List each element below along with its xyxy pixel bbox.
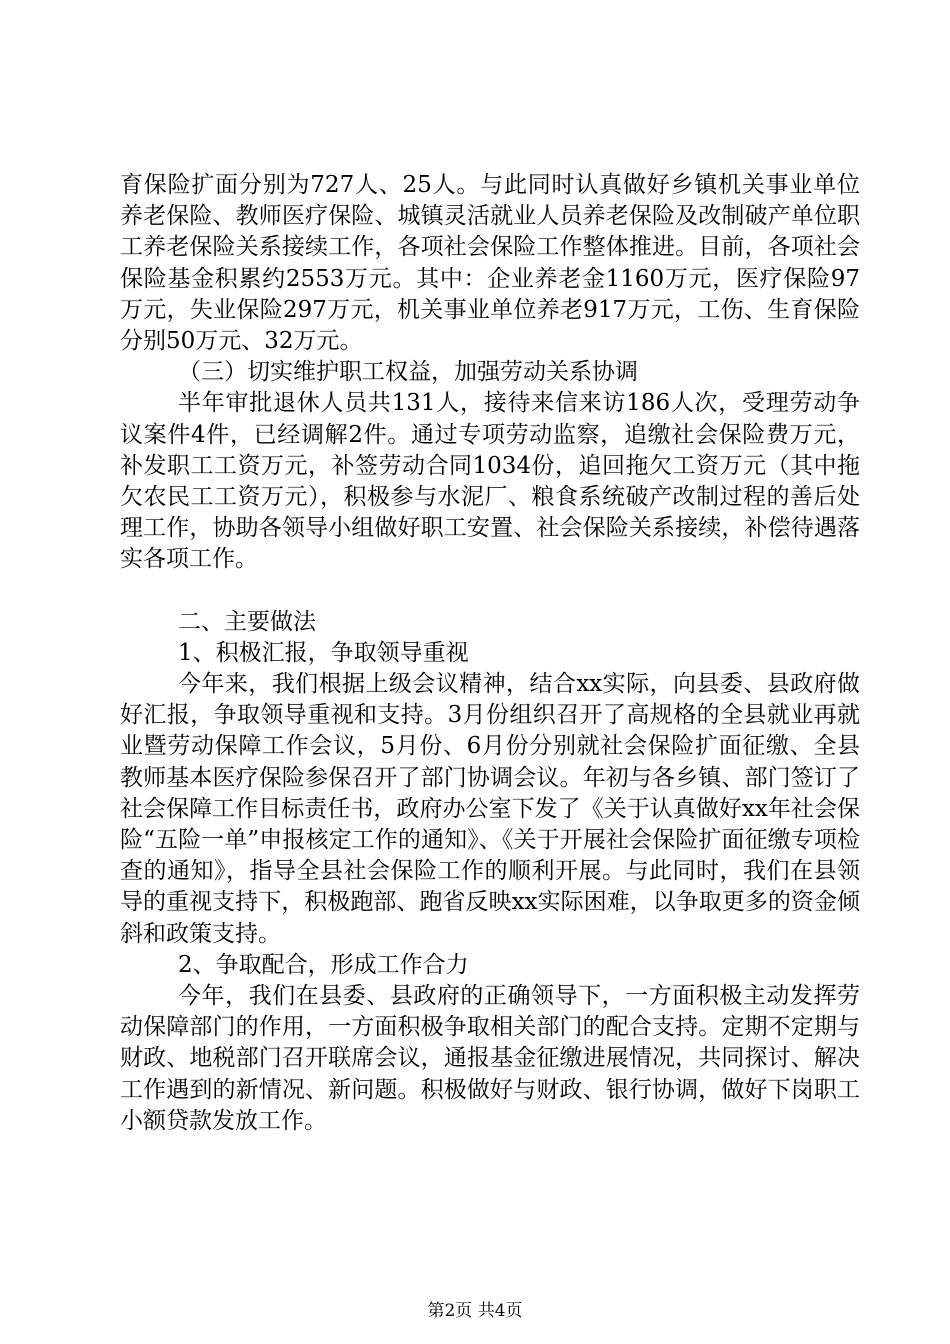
heading-report-actively: 1、积极汇报，争取领导重视 bbox=[178, 639, 469, 666]
heading-seek-cooperation: 2、争取配合，形成工作合力 bbox=[178, 951, 469, 978]
heading-main-practices: 二、主要做法 bbox=[178, 608, 316, 635]
paragraph-insurance-summary: 育保险扩面分别为727人、25人。与此同时认真做好乡镇机关事业单位养老保险、教师医疗保险、城镇灵活就业人员养老保险及改制破产单位职工养老保险关系接续工作，各项社会保险工作整体推进。目前，各项社会保险基金积累约2553万元。其中：企业养老金1160万元，医疗保险97万元，失业保险297万元，机关事业单位养老917万元，工伤、生育保险分别50万元、32万元。 bbox=[120, 172, 860, 355]
paragraph-labor-relations: 半年审批退休人员共131人，接待来信来访186人次，受理劳动争议案件4件，已经调解2件。通过专项劳动监察，追缴社会保险费万元，补发职工工资万元，补签劳动合同1034份，追回拖欠工资万元（其中拖欠农民工工资万元），积极参与水泥厂、粮食系统破产改制过程的善后处理工作，协助各领导小组做好职工安置、社会保险关系接续，补偿待遇落实各项工作。 bbox=[120, 390, 860, 573]
page-number-footer: 第2页 共4页 bbox=[427, 1301, 523, 1321]
heading-protect-worker-rights: （三）切实维护职工权益，加强劳动关系协调 bbox=[178, 359, 638, 386]
document-body bbox=[120, 170, 860, 1137]
paragraph-department-cooperation: 今年，我们在县委、县政府的正确领导下，一方面积极主动发挥劳动保障部门的作用，一方面积极争取相关部门的配合支持。定期不定期与财政、地税部门召开联席会议，通报基金征缴进展情况，共同探讨、解决工作遇到的新情况、新问题。积极做好与财政、银行协调，做好下岗职工小额贷款发放工作。 bbox=[120, 983, 860, 1134]
paragraph-leadership-support: 今年来，我们根据上级会议精神，结合xx实际，向县委、县政府做好汇报，争取领导重视和支持。3月份组织召开了高规格的全县就业再就业暨劳动保障工作会议，5月份、6月份分别就社会保险扩面征缴、全县教师基本医疗保险参保召开了部门协调会议。年初与各乡镇、部门签订了社会保障工作目标责任书，政府办公室下发了《关于认真做好xx年社会保险“五险一单”申报核定工作的通知》、《关于开展社会保险扩面征缴专项检查的通知》，指导全县社会保险工作的顺利开展。与此同时，我们在县领导的重视支持下，积极跑部、跑省反映xx实际困难，以争取更多的资金倾斜和政策支持。 bbox=[120, 671, 860, 947]
